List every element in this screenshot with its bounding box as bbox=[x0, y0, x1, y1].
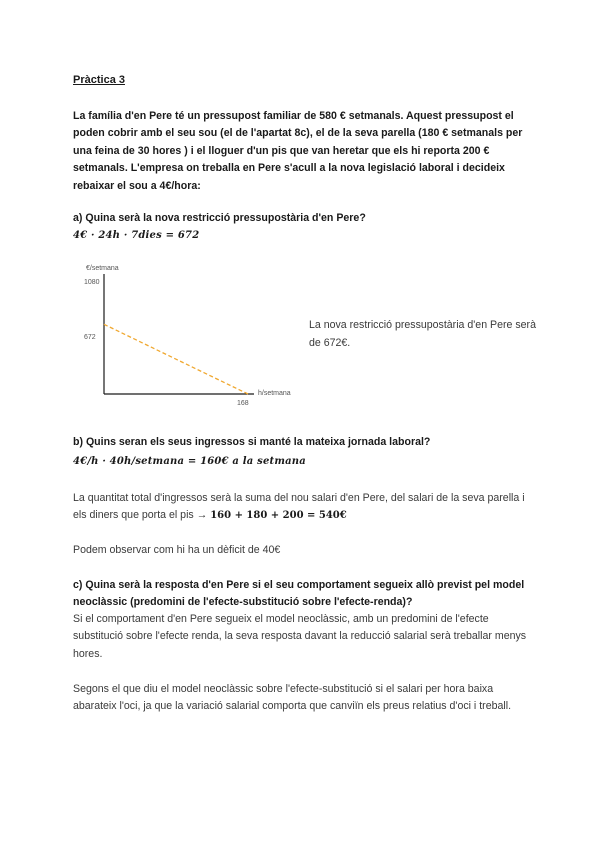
chart-y-tick-1080: 1080 bbox=[84, 279, 100, 286]
question-c: c) Quina serà la resposta d'en Pere si el seu comportament segueix allò previst pel model neoclàssic (predomini de l'efecte-substitució sobre l'efecte-renda)? bbox=[73, 579, 525, 609]
answer-a: La nova restricció pressupostària d'en Pere serà de 672€. bbox=[309, 319, 536, 349]
problem-statement: La família d'en Pere té un pressupost familiar de 580 € setmanals. Aquest pressupost el poden cobrir amb el seu sou (el de l'apartat 8c), el de la seva parella (180 € setmanals per una feina de 30 hores ) i el lloguer d'un pis que van heretar que els hi reporta 200 € setmanals. L'empresa on treballa en Pere s'acull a la nova legislació laboral i decideix rebaixar el sou a 4€/hora: bbox=[73, 110, 523, 192]
question-a: a) Quina serà la nova restricció pressupostària d'en Pere? bbox=[73, 212, 366, 224]
chart-y-axis-label: €/setmana bbox=[86, 265, 119, 272]
answer-c-2: Segons el que diu el model neoclàssic sobre l'efecte-substitució si el salari per hora baixa abarateix l'oci, ja que la variació salarial comporta que canviïn els preus relatius d'oci i treball. bbox=[73, 683, 512, 713]
income-sum: 160 + 180 + 200 = 540€ bbox=[210, 510, 347, 522]
page-title: Pràctica 3 bbox=[73, 74, 125, 86]
chart-x-axis-label: h/setmana bbox=[258, 390, 291, 397]
chart-y-tick-672: 672 bbox=[84, 334, 96, 341]
income-paragraph-text: La quantitat total d'ingressos serà la suma del nou salari d'en Pere, del salari de la seva parella i els diners que porta el pis → bbox=[73, 492, 525, 522]
income-paragraph bbox=[73, 490, 533, 525]
deficit-note: Podem observar com hi ha un dèficit de 40€ bbox=[73, 544, 281, 556]
equation-b: 4€/h · 40h/setmana = 160€ a la setmana bbox=[73, 456, 306, 467]
answer-c-1: Si el comportament d'en Pere segueix el model neoclàssic, amb un predomini de l'efecte substitució sobre l'efecte renda, la seva resposta davant la reducció salarial serà treballar menys hores. bbox=[73, 613, 527, 660]
question-b: b) Quins seran els seus ingressos si manté la mateixa jornada laboral? bbox=[73, 436, 431, 448]
chart-x-tick-168: 168 bbox=[237, 400, 249, 407]
equation-a: 4€ · 24h · 7dies = 672 bbox=[73, 230, 200, 241]
budget-constraint-line bbox=[104, 324, 248, 394]
budget-constraint-chart bbox=[80, 262, 305, 412]
